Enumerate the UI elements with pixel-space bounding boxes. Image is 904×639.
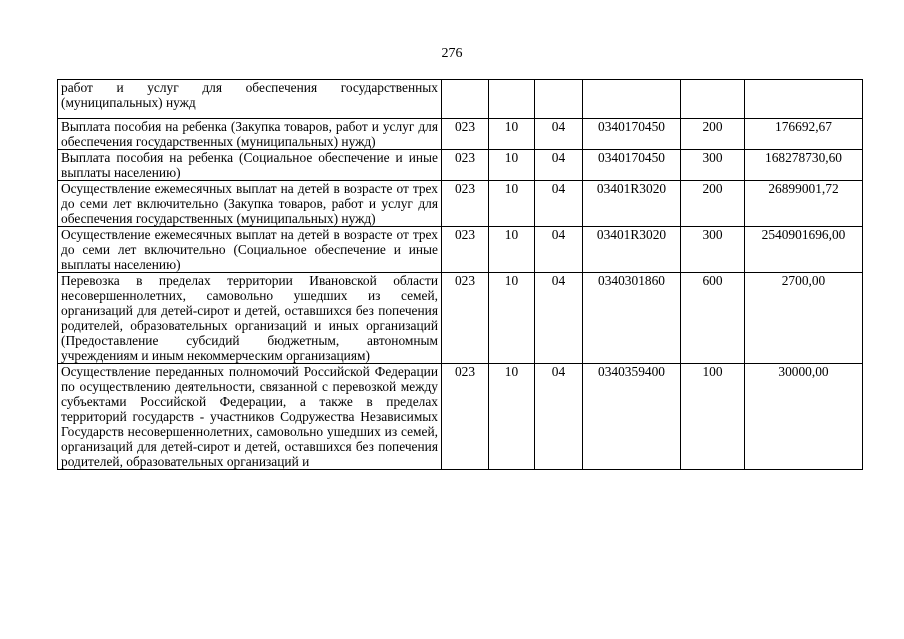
target-article-code: 0340170450 [583, 119, 681, 150]
amount: 168278730,60 [745, 150, 863, 181]
ministry-code: 023 [442, 364, 489, 470]
expense-type-code: 200 [681, 181, 745, 227]
subsection-code [535, 80, 583, 119]
ministry-code: 023 [442, 150, 489, 181]
ministry-code: 023 [442, 273, 489, 364]
amount: 26899001,72 [745, 181, 863, 227]
target-article-code: 0340359400 [583, 364, 681, 470]
table-row [58, 181, 863, 227]
ministry-code: 023 [442, 119, 489, 150]
section-code: 10 [489, 119, 535, 150]
amount: 30000,00 [745, 364, 863, 470]
row-description: Перевозка в пределах территории Ивановской области несовершеннолетних, самовольно ушедших из семей, организаций для детей-сирот и детей, оставшихся без попечения родителей, образовательных организаций и иных организаций (Предоставление субсидий бюджетным, автономным учреждениям и иным некоммерческим организациям) [58, 273, 442, 364]
amount: 2700,00 [745, 273, 863, 364]
row-description: Осуществление ежемесячных выплат на детей в возрасте от трех до семи лет включительно (Закупка товаров, работ и услуг для обеспечения государственных (муниципальных) нужд) [58, 181, 442, 227]
table-row [58, 119, 863, 150]
section-code: 10 [489, 181, 535, 227]
expense-type-code: 100 [681, 364, 745, 470]
target-article-code: 03401R3020 [583, 181, 681, 227]
row-description: Выплата пособия на ребенка (Закупка товаров, работ и услуг для обеспечения государственных (муниципальных) нужд) [58, 119, 442, 150]
expense-type-code [681, 80, 745, 119]
expense-type-code: 600 [681, 273, 745, 364]
table-row [58, 150, 863, 181]
subsection-code: 04 [535, 119, 583, 150]
table-row [58, 273, 863, 364]
subsection-code: 04 [535, 227, 583, 273]
expense-type-code: 300 [681, 150, 745, 181]
table-row [58, 227, 863, 273]
row-description: Осуществление ежемесячных выплат на детей в возрасте от трех до семи лет включительно (Социальное обеспечение и иные выплаты населению) [58, 227, 442, 273]
section-code [489, 80, 535, 119]
target-article-code: 0340301860 [583, 273, 681, 364]
expense-type-code: 300 [681, 227, 745, 273]
table-row [58, 80, 863, 119]
ministry-code [442, 80, 489, 119]
ministry-code: 023 [442, 181, 489, 227]
row-description: Выплата пособия на ребенка (Социальное обеспечение и иные выплаты населению) [58, 150, 442, 181]
amount: 176692,67 [745, 119, 863, 150]
row-description: Осуществление переданных полномочий Российской Федерации по осуществлению деятельности, связанной с перевозкой между субъектами Российской Федерации, а также в пределах территорий государств - участников Содружества Независимых Государств несовершеннолетних, самовольно ушедших из семей, организаций для детей-сирот и детей, оставшихся без попечения родителей, образовательных организаций и [58, 364, 442, 470]
subsection-code: 04 [535, 364, 583, 470]
ministry-code: 023 [442, 227, 489, 273]
subsection-code: 04 [535, 150, 583, 181]
section-code: 10 [489, 150, 535, 181]
target-article-code [583, 80, 681, 119]
row-description: работ и услуг для обеспечения государственных (муниципальных) нужд [58, 80, 442, 119]
table-row [58, 364, 863, 470]
target-article-code: 03401R3020 [583, 227, 681, 273]
section-code: 10 [489, 227, 535, 273]
subsection-code: 04 [535, 181, 583, 227]
amount: 2540901696,00 [745, 227, 863, 273]
budget-table [57, 79, 863, 470]
page-number: 276 [441, 46, 463, 61]
section-code: 10 [489, 364, 535, 470]
section-code: 10 [489, 273, 535, 364]
amount [745, 80, 863, 119]
expense-type-code: 200 [681, 119, 745, 150]
subsection-code: 04 [535, 273, 583, 364]
target-article-code: 0340170450 [583, 150, 681, 181]
